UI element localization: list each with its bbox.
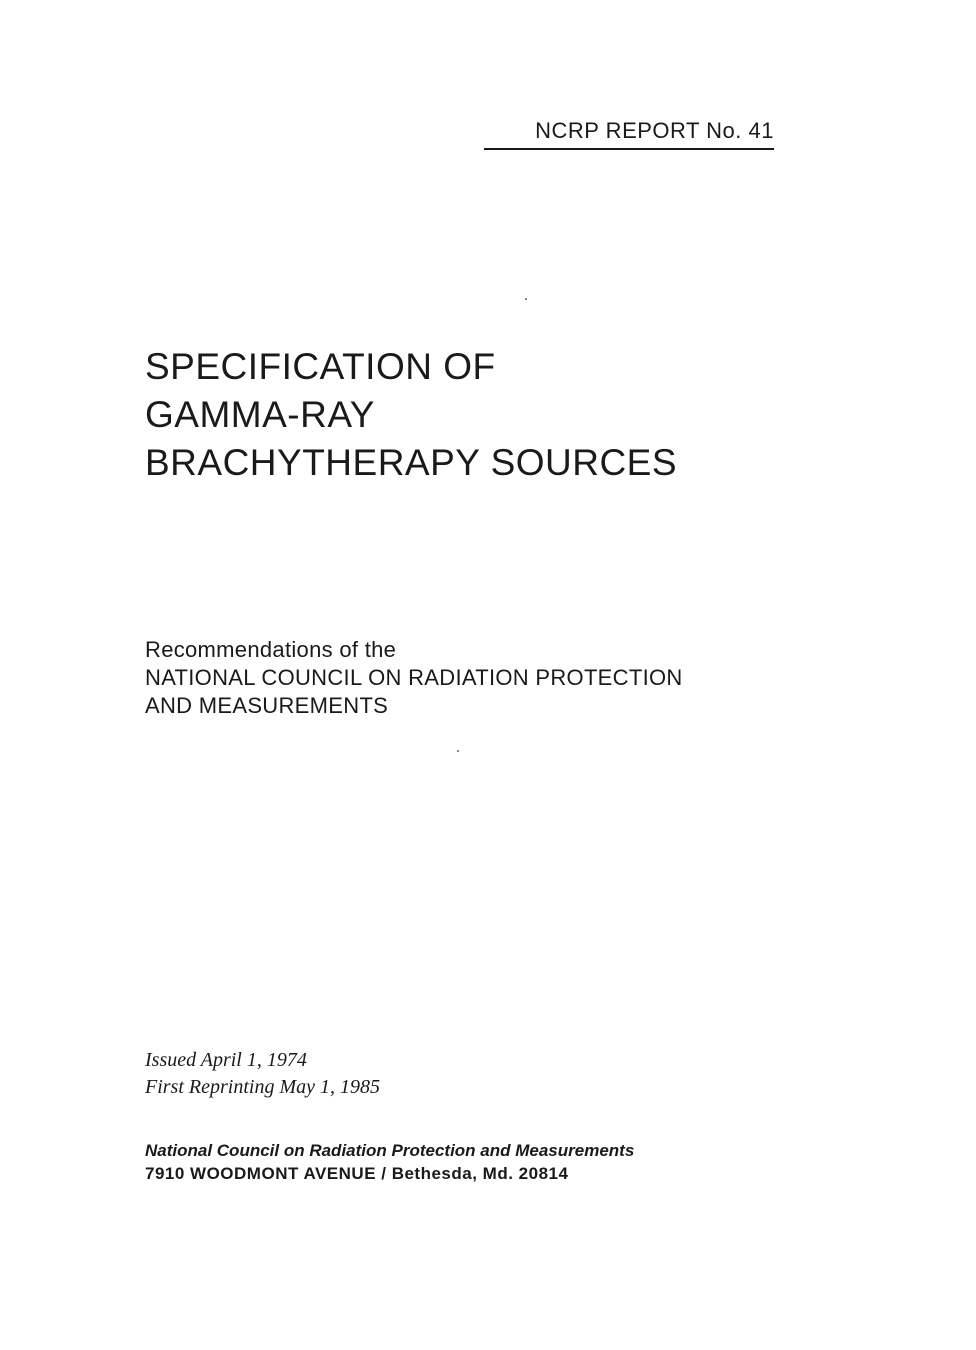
publisher-name: National Council on Radiation Protection and Measurements (145, 1141, 635, 1160)
title-line-3: BRACHYTHERAPY SOURCES (145, 442, 678, 483)
recommendations-line-3: AND MEASUREMENTS (145, 693, 389, 718)
reprint-date: First Reprinting May 1, 1985 (145, 1076, 380, 1098)
print-speck (525, 298, 527, 300)
publisher-block (145, 1139, 634, 1185)
title-line-2: GAMMA-RAY (145, 394, 375, 435)
report-number: NCRP REPORT No. 41 (484, 118, 774, 150)
print-speck (457, 750, 459, 752)
publisher-address: 7910 WOODMONT AVENUE / Bethesda, Md. 20814 (145, 1164, 569, 1183)
recommendations-line-2: NATIONAL COUNCIL ON RADIATION PROTECTION (145, 665, 683, 690)
recommendations-block (145, 636, 683, 720)
title-line-1: SPECIFICATION OF (145, 346, 496, 387)
issue-dates (145, 1047, 380, 1101)
document-title (145, 343, 677, 487)
issued-date: Issued April 1, 1974 (145, 1049, 307, 1071)
recommendations-line-1: Recommendations of the (145, 637, 397, 662)
